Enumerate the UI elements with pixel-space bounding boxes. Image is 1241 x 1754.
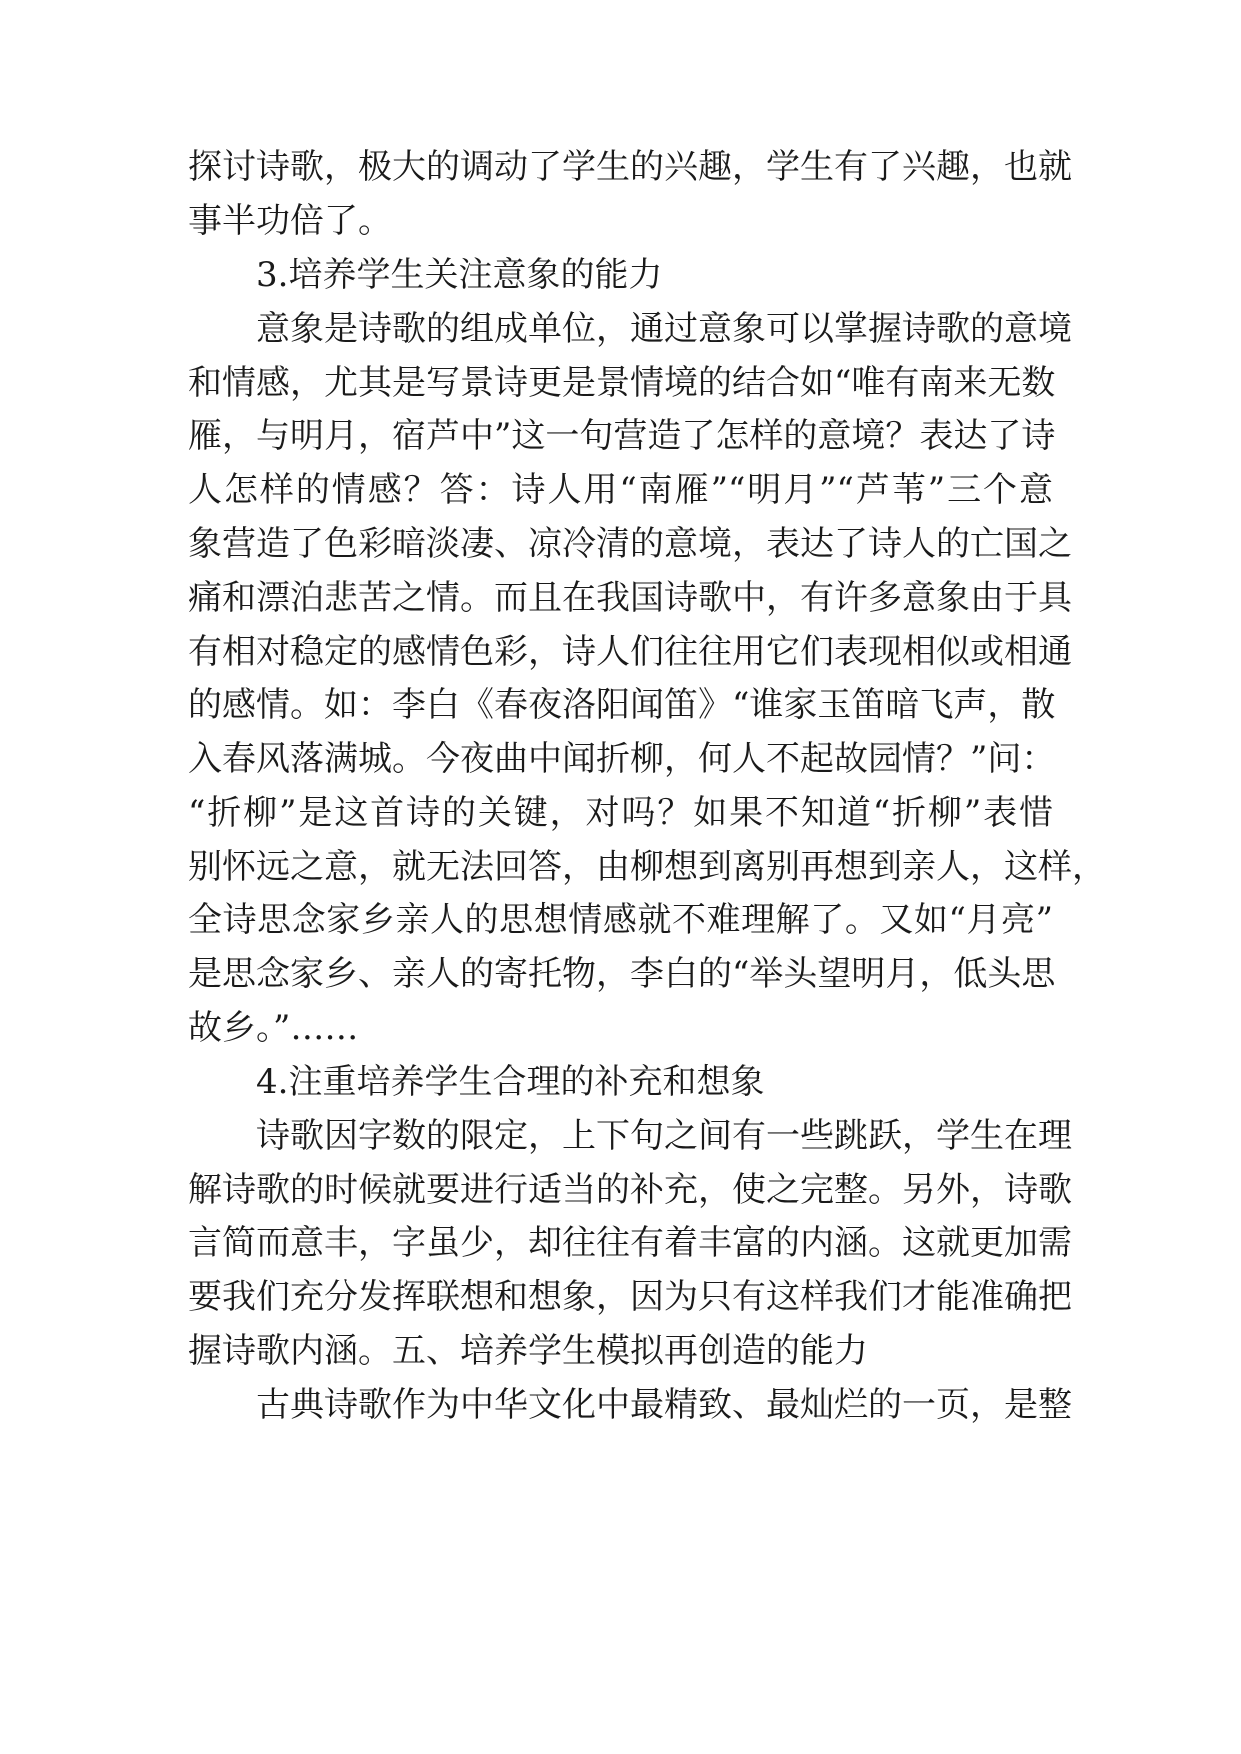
text-line: 痛和漂泊悲苦之情。而且在我国诗歌中，有许多意象由于具 (188, 578, 1072, 618)
text-line: 故乡。”…… (188, 1008, 359, 1048)
text-line: 的感情。如：李白《春夜洛阳闻笛》“谁家玉笛暗飞声，散 (188, 685, 1056, 725)
text-line: 和情感，尤其是写景诗更是景情境的结合如“唯有南来无数 (188, 363, 1056, 403)
text-line: 握诗歌内涵。五、培养学生模拟再创造的能力 (188, 1331, 868, 1371)
text-line: 雁，与明月，宿芦中”这一句营造了怎样的意境？表达了诗 (188, 416, 1056, 456)
text-line: 人怎样的情感？答：诗人用“南雁”“明月”“芦苇”三个意 (188, 470, 1053, 510)
text-line: 解诗歌的时候就要进行适当的补充，使之完整。另外，诗歌 (188, 1170, 1072, 1210)
section-heading: 3.培养学生关注意象的能力 (256, 255, 663, 295)
text-line: 探讨诗歌，极大的调动了学生的兴趣，学生有了兴趣，也就 (188, 147, 1072, 187)
section-heading: 4.注重培养学生合理的补充和想象 (256, 1062, 765, 1102)
text-line: 有相对稳定的感情色彩，诗人们往往用它们表现相似或相通 (188, 632, 1072, 672)
text-line: 全诗思念家乡亲人的思想情感就不难理解了。又如“月亮” (188, 900, 1053, 940)
text-line: 诗歌因字数的限定，上下句之间有一些跳跃，学生在理 (256, 1116, 1072, 1156)
text-line: 意象是诗歌的组成单位，通过意象可以掌握诗歌的意境 (256, 309, 1072, 349)
text-line: 是思念家乡、亲人的寄托物，李白的“举头望明月，低头思 (188, 954, 1056, 994)
text-line: 别怀远之意，就无法回答，由柳想到离别再想到亲人，这样， (188, 847, 1106, 887)
text-line: 入春风落满城。今夜曲中闻折柳，何人不起故园情？”问： (188, 739, 1056, 779)
text-line: 要我们充分发挥联想和想象，因为只有这样我们才能准确把 (188, 1277, 1072, 1317)
text-line: 事半功倍了。 (188, 201, 392, 241)
text-line: 古典诗歌作为中华文化中最精致、最灿烂的一页，是整 (256, 1385, 1072, 1425)
text-line: 言简而意丰，字虽少，却往往有着丰富的内涵。这就更加需 (188, 1223, 1072, 1263)
text-line: 象营造了色彩暗淡凄、凉冷清的意境，表达了诗人的亡国之 (188, 524, 1072, 564)
text-line: “折柳”是这首诗的关键，对吗？如果不知道“折柳”表惜 (188, 793, 1053, 833)
